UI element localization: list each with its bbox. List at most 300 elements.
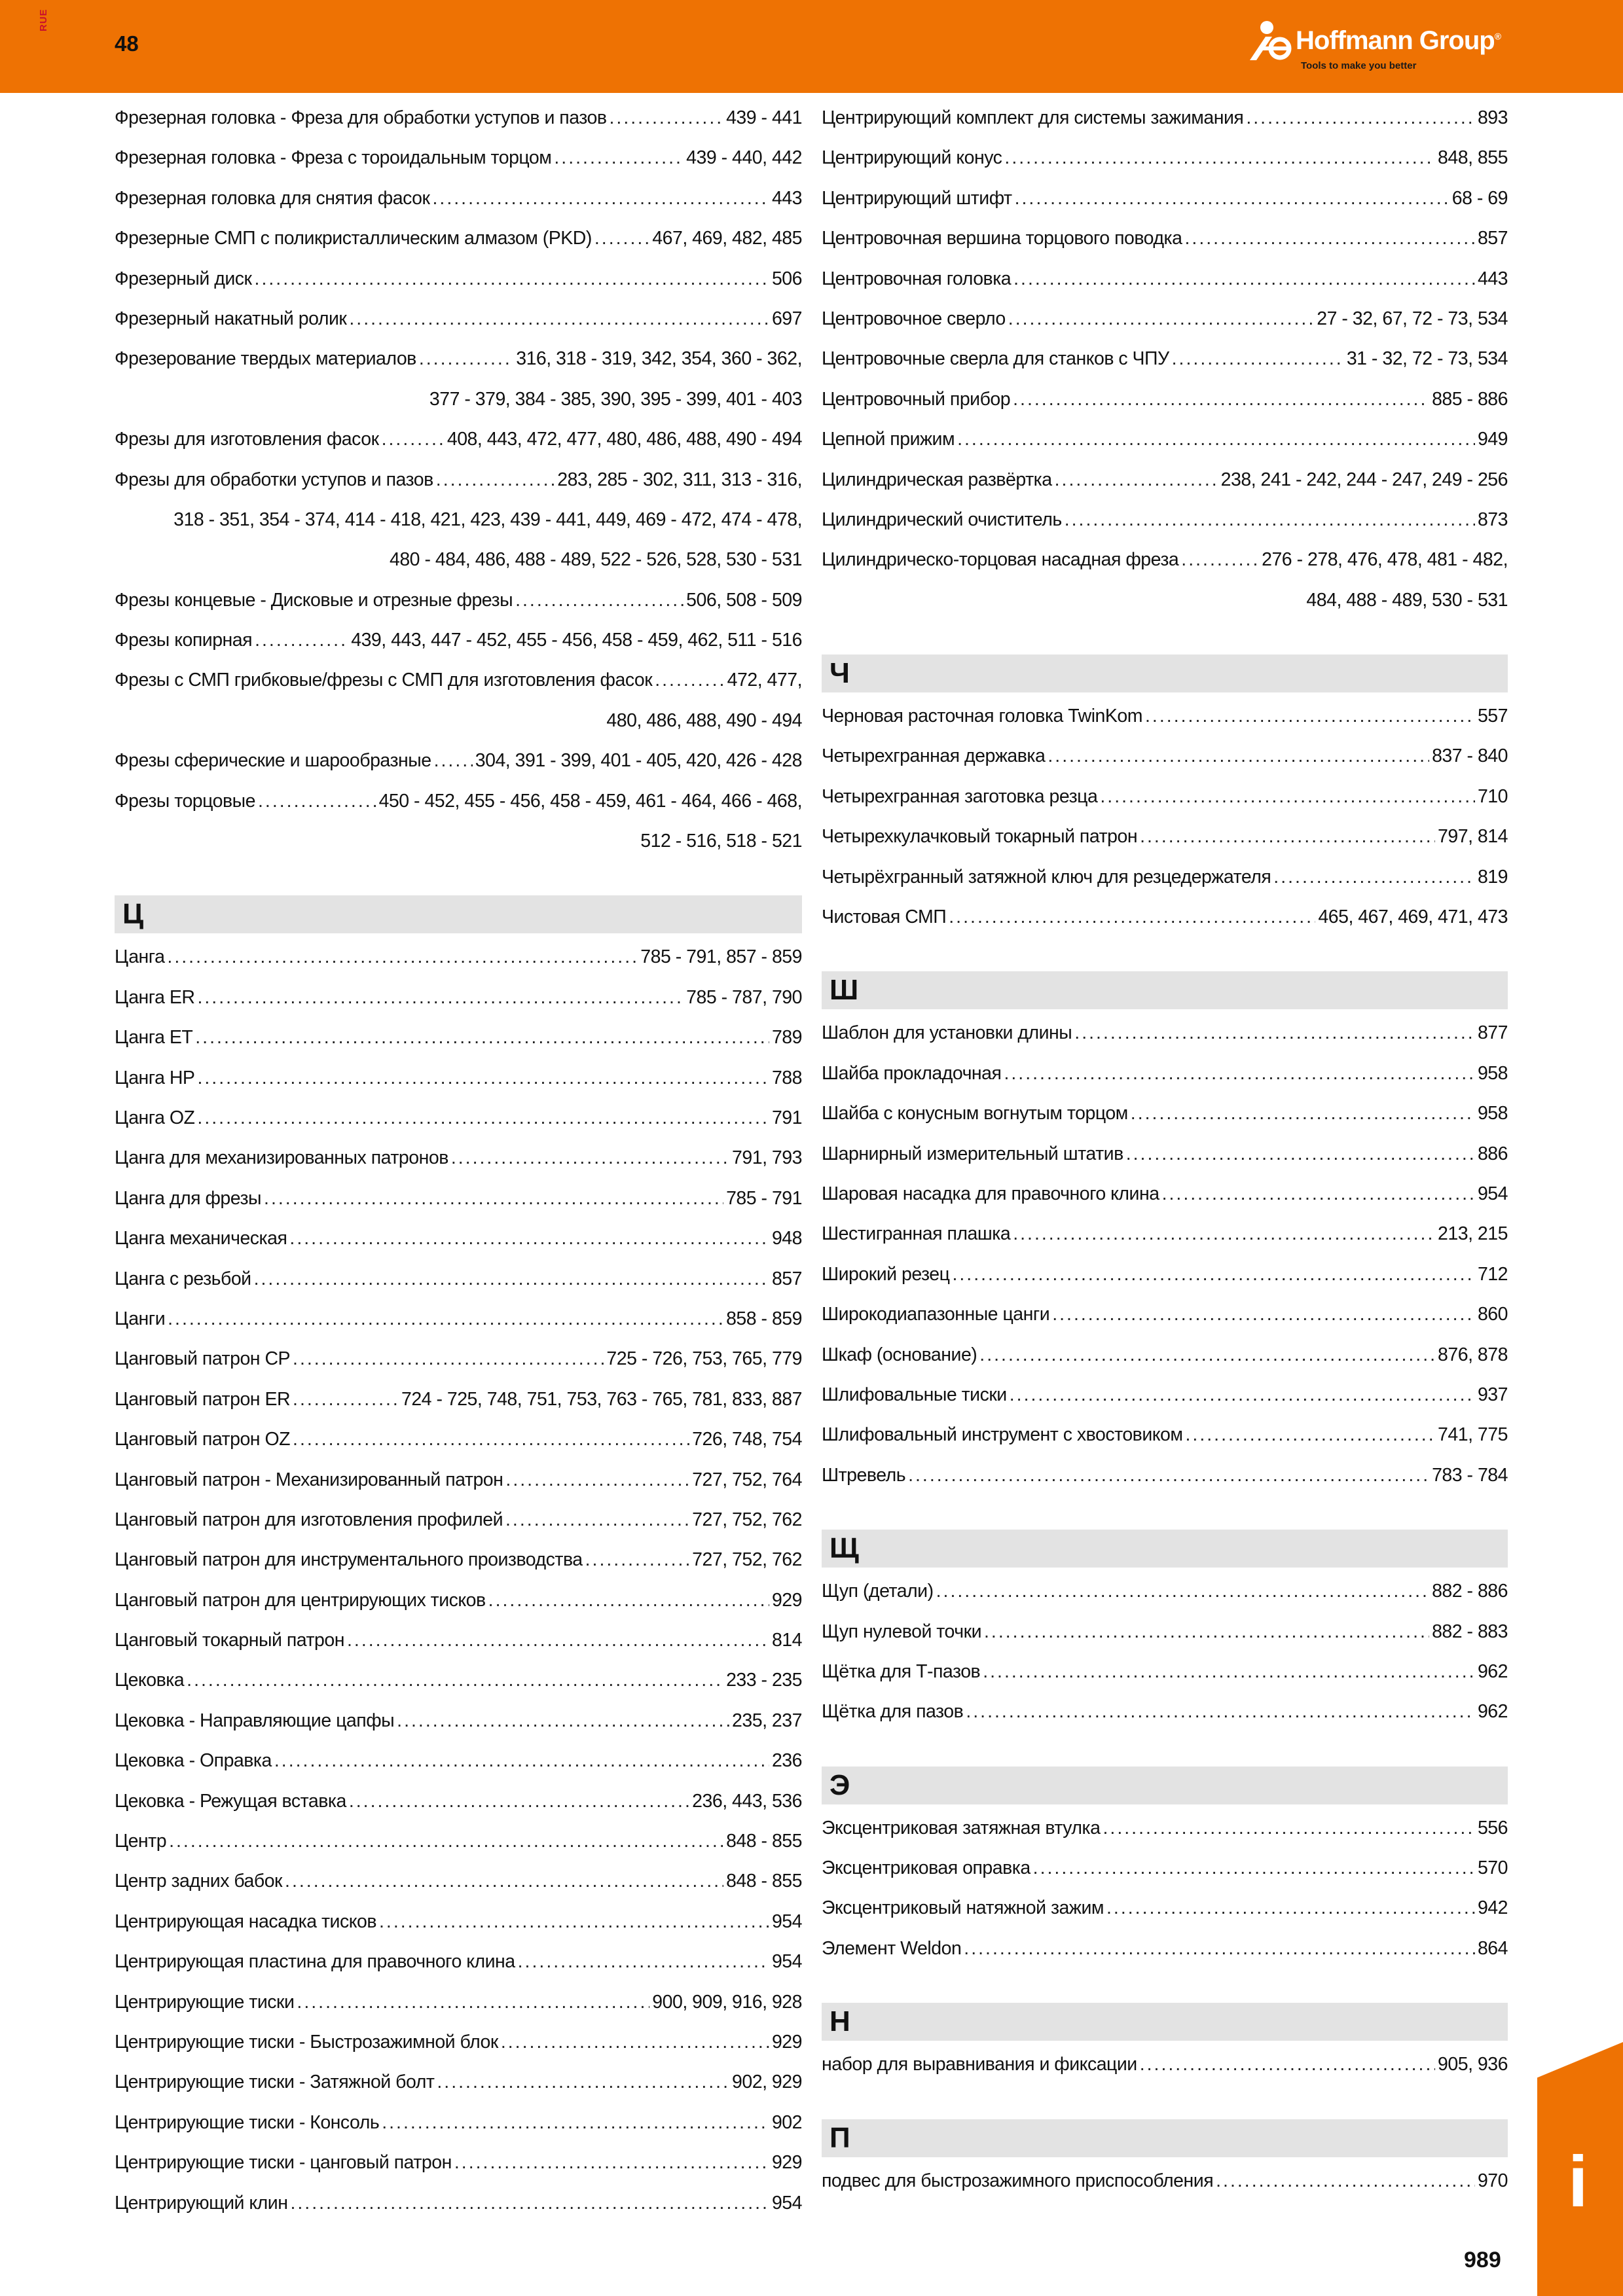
dot-leader xyxy=(1004,147,1435,169)
index-entry-pages: 948 xyxy=(771,1228,802,1249)
index-entry[interactable] xyxy=(115,1951,802,1991)
index-entry[interactable] xyxy=(822,1384,1508,1424)
brand-name: Hoffmann Group® xyxy=(1296,26,1501,55)
index-entry-pages: 788 xyxy=(771,1067,802,1088)
index-entry-pages: 860 xyxy=(1477,1304,1508,1325)
index-entry-pages: 213, 215 xyxy=(1438,1223,1508,1245)
index-entry-title: Фрезерная головка - Фреза для обработки уступов и пазов xyxy=(115,107,607,128)
index-entry-title: Шайба с конусным вогнутым торцом xyxy=(822,1103,1128,1124)
brand-tagline: Tools to make you better xyxy=(1301,60,1417,71)
index-entry[interactable] xyxy=(822,1344,1508,1384)
index-entry-pages: 276 - 278, 476, 478, 481 - 482, xyxy=(1262,549,1508,571)
index-entry[interactable] xyxy=(115,1228,802,1268)
dot-leader xyxy=(957,429,1475,450)
index-entry-title: Цилиндрическо-торцовая насадная фреза xyxy=(822,549,1179,571)
index-entry[interactable] xyxy=(822,1063,1508,1103)
index-entry[interactable] xyxy=(822,1581,1508,1621)
index-entry-title: Шарнирный измерительный штатив xyxy=(822,1143,1123,1164)
index-entry-title: Фрезы копирная xyxy=(115,630,253,651)
index-entry[interactable] xyxy=(822,469,1508,509)
dot-leader xyxy=(984,1621,1429,1643)
index-entry-title: Цанга для фрезы xyxy=(115,1187,262,1209)
index-entry[interactable] xyxy=(822,826,1508,866)
index-entry[interactable] xyxy=(822,1264,1508,1304)
index-entry[interactable] xyxy=(115,1268,802,1308)
index-entry[interactable] xyxy=(822,228,1508,268)
index-entry[interactable] xyxy=(822,509,1508,549)
dot-leader xyxy=(594,228,649,249)
index-entry-title: Центровочная головка xyxy=(822,268,1012,289)
dot-leader xyxy=(1008,308,1315,330)
index-entry[interactable] xyxy=(115,1429,802,1469)
dot-leader xyxy=(1140,826,1435,848)
index-entry-title: Цанговый патрон OZ xyxy=(115,1429,291,1450)
index-entry-title: Фрезы для обработки уступов и пазов xyxy=(115,469,433,490)
dot-leader xyxy=(515,590,684,611)
index-entry[interactable] xyxy=(115,348,802,388)
dot-leader xyxy=(1216,2170,1475,2192)
index-entry[interactable] xyxy=(822,429,1508,469)
index-entry-continuation: 377 - 379, 384 - 385, 390, 395 - 399, 401 - 403 xyxy=(429,388,802,410)
index-entry-pages: 886 xyxy=(1477,1143,1508,1164)
dot-leader xyxy=(1140,2054,1435,2075)
dot-leader xyxy=(1015,188,1450,209)
index-entry[interactable] xyxy=(115,1147,802,1187)
index-entry-pages: 876, 878 xyxy=(1438,1344,1508,1365)
dot-leader xyxy=(585,1549,690,1571)
section-letter-header: Э xyxy=(822,1767,1508,1804)
index-entry-title: Цанга xyxy=(115,946,165,968)
index-entry-title: Фрезерный диск xyxy=(115,268,252,289)
index-entry-pages: 283, 285 - 302, 311, 313 - 316, xyxy=(557,469,802,490)
index-entry-title: Цанга ER xyxy=(115,986,195,1008)
index-entry-title: Фрезы с СМП грибковые/фрезы с СМП для изготовления фасок xyxy=(115,670,653,691)
index-entry-title: подвес для быстрозажимного приспособления xyxy=(822,2170,1214,2191)
index-entry[interactable] xyxy=(822,188,1508,228)
index-entry[interactable] xyxy=(822,2170,1508,2210)
index-entry-pages: 954 xyxy=(771,1910,802,1932)
index-entry-pages: 697 xyxy=(771,308,802,329)
index-entry[interactable] xyxy=(115,107,802,147)
index-entry-pages: 726, 748, 754 xyxy=(692,1429,802,1450)
index-entry-title: Четырехкулачковый токарный патрон xyxy=(822,826,1138,848)
index-entry-pages: 791 xyxy=(771,1107,802,1128)
index-entry-title: Центрирующий штифт xyxy=(822,187,1012,209)
index-entry[interactable] xyxy=(115,1992,802,2032)
index-entry[interactable] xyxy=(115,1791,802,1831)
dot-leader xyxy=(379,1911,769,1933)
index-entry[interactable] xyxy=(115,228,802,268)
index-entry[interactable] xyxy=(115,2152,802,2192)
dot-leader xyxy=(1052,1304,1475,1325)
index-entry-pages: 900, 909, 916, 928 xyxy=(652,1991,802,2013)
index-entry-pages: 962 xyxy=(1477,1660,1508,1682)
dot-leader xyxy=(1185,1424,1435,1446)
index-entry-pages: 443 xyxy=(1477,268,1508,289)
index-entry[interactable] xyxy=(822,786,1508,826)
index-entry[interactable] xyxy=(822,906,1508,946)
index-entry-pages: 873 xyxy=(1477,509,1508,530)
index-entry-title: Центрирующие тиски - Затяжной болт xyxy=(115,2072,435,2093)
dot-leader xyxy=(1013,389,1429,410)
index-entry[interactable] xyxy=(115,1188,802,1228)
dot-leader xyxy=(454,2152,769,2174)
dot-leader xyxy=(255,630,348,651)
index-entry-title: Фрезерный накатный ролик xyxy=(115,308,347,329)
dot-leader xyxy=(289,1228,769,1249)
info-icon[interactable]: i xyxy=(1568,2142,1588,2222)
index-entry-title: Элемент Weldon xyxy=(822,1937,962,1959)
dot-leader xyxy=(197,1107,769,1129)
index-entry-title: Цанговый патрон - Механизированный патрон xyxy=(115,1469,503,1490)
index-entry[interactable] xyxy=(115,2112,802,2152)
dot-leader xyxy=(610,107,724,129)
section-letter-header: Ч xyxy=(822,655,1508,692)
index-entry-title: Четырехгранная державка xyxy=(822,745,1046,767)
index-entry-pages: 954 xyxy=(771,2192,802,2214)
index-entry[interactable] xyxy=(115,1509,802,1549)
index-entry[interactable] xyxy=(822,268,1508,308)
index-entry-pages: 857 xyxy=(1477,228,1508,249)
dot-leader xyxy=(505,1509,689,1531)
index-entry[interactable] xyxy=(115,308,802,348)
dot-leader xyxy=(349,1791,689,1812)
index-entry[interactable] xyxy=(115,188,802,228)
index-entry-pages: 814 xyxy=(771,1630,802,1651)
index-entry[interactable] xyxy=(115,1549,802,1589)
index-entry[interactable] xyxy=(822,2054,1508,2094)
index-entry-pages: 877 xyxy=(1477,1022,1508,1044)
dot-leader xyxy=(1004,1063,1474,1085)
index-entry-title: Цанга механическая xyxy=(115,1228,287,1249)
index-entry-pages: 238, 241 - 242, 244 - 247, 249 - 256 xyxy=(1220,469,1508,490)
index-entry-title: Шлифовальные тиски xyxy=(822,1384,1007,1405)
index-entry-title: Чистовая СМП xyxy=(822,906,947,928)
dot-leader xyxy=(1100,786,1475,808)
index-entry-continuation: 484, 488 - 489, 530 - 531 xyxy=(1306,589,1508,611)
index-entry-pages: 570 xyxy=(1477,1857,1508,1879)
index-entry[interactable] xyxy=(115,630,802,670)
index-entry-pages: 785 - 791, 857 - 859 xyxy=(640,946,802,968)
index-entry[interactable] xyxy=(115,1590,802,1630)
index-entry-title: Цанговый патрон для центрирующих тисков xyxy=(115,1589,486,1611)
index-entry-title: Цековка xyxy=(115,1670,185,1691)
index-entry[interactable] xyxy=(115,2032,802,2072)
index-entry-pages: 710 xyxy=(1477,785,1508,807)
index-entry-title: Четырехгранная заготовка резца xyxy=(822,785,1098,807)
dot-leader xyxy=(983,1661,1475,1683)
index-entry-pages: 848, 855 xyxy=(1438,147,1508,169)
section-letter-header: Н xyxy=(822,2003,1508,2041)
index-entry[interactable] xyxy=(822,1143,1508,1183)
index-entry[interactable] xyxy=(115,429,802,469)
index-entry-pages: 893 xyxy=(1477,107,1508,128)
dot-leader xyxy=(1145,706,1475,727)
index-entry-pages: 439, 443, 447 - 452, 455 - 456, 458 - 459, 462, 511 - 516 xyxy=(351,630,802,651)
index-entry[interactable] xyxy=(115,2072,802,2111)
dot-leader xyxy=(1273,867,1475,888)
index-entry-title: Эксцентриковая затяжная втулка xyxy=(822,1817,1101,1839)
index-entry-title: Шаровая насадка для правочного клина xyxy=(822,1183,1159,1204)
index-entry-title: Штревель xyxy=(822,1464,906,1486)
index-entry-title: Щётка для Т-пазов xyxy=(822,1660,981,1682)
index-entry-pages: 848 - 855 xyxy=(726,1871,802,1892)
index-entry-pages: 727, 752, 762 xyxy=(692,1509,802,1530)
dot-leader xyxy=(1126,1143,1475,1165)
dot-leader xyxy=(908,1465,1429,1486)
index-entry-pages: 236, 443, 536 xyxy=(692,1790,802,1812)
index-entry-pages: 235, 237 xyxy=(732,1710,802,1731)
index-entry-pages: 970 xyxy=(1477,2170,1508,2191)
index-entry[interactable] xyxy=(822,1465,1508,1505)
index-entry-continuation: 318 - 351, 354 - 374, 414 - 418, 421, 423, 439 - 441, 449, 469 - 472, 474 - 478, xyxy=(173,509,802,530)
brand-logo xyxy=(1247,20,1522,79)
index-entry[interactable] xyxy=(822,745,1508,785)
index-entry[interactable] xyxy=(115,268,802,308)
index-entry[interactable] xyxy=(115,1871,802,1910)
dot-leader xyxy=(1131,1103,1475,1124)
dot-leader xyxy=(293,1348,604,1370)
index-entry-pages: 443 xyxy=(771,187,802,209)
index-entry-title: Щуп (детали) xyxy=(822,1581,934,1602)
dot-leader xyxy=(382,2112,769,2134)
index-entry-title: Центрирующие тиски xyxy=(115,1991,295,2013)
index-entry[interactable] xyxy=(115,750,802,790)
dot-leader xyxy=(255,268,769,290)
index-entry-pages: 837 - 840 xyxy=(1432,745,1508,767)
index-entry-title: Центровочные сверла для станков с ЧПУ xyxy=(822,348,1169,370)
dot-leader xyxy=(1172,348,1344,370)
index-entry-title: Цековка - Оправка xyxy=(115,1750,272,1772)
index-entry[interactable] xyxy=(115,1067,802,1107)
index-entry[interactable] xyxy=(822,107,1508,147)
index-entry-title: Шаблон для установки длины xyxy=(822,1022,1072,1044)
dot-leader xyxy=(274,1750,769,1772)
index-entry-title: Цанга OZ xyxy=(115,1107,195,1128)
index-entry-pages: 506, 508 - 509 xyxy=(686,589,802,611)
index-entry[interactable] xyxy=(115,1107,802,1147)
index-entry-pages: 304, 391 - 399, 401 - 405, 420, 426 - 428 xyxy=(475,750,802,772)
index-entry-pages: 789 xyxy=(771,1027,802,1049)
index-entry-pages: 236 xyxy=(771,1750,802,1772)
index-entry-title: Черновая расточная головка TwinKom xyxy=(822,706,1143,727)
dot-leader xyxy=(290,2193,769,2214)
index-column-left xyxy=(115,107,802,2233)
index-entry-pages: 942 xyxy=(1477,1897,1508,1919)
dot-leader xyxy=(436,469,555,491)
index-entry[interactable] xyxy=(822,1818,1508,1857)
index-entry[interactable] xyxy=(822,1857,1508,1897)
index-entry-title: Центрирующие тиски - Быстрозажимной блок xyxy=(115,2031,498,2053)
index-entry[interactable] xyxy=(822,1022,1508,1062)
dot-leader xyxy=(195,1027,769,1049)
language-code: RUE xyxy=(38,9,49,31)
index-entry-pages: 727, 752, 762 xyxy=(692,1549,802,1571)
index-entry-title: Фрезы торцовые xyxy=(115,790,255,812)
index-entry-title: Цанга для механизированных патронов xyxy=(115,1147,448,1169)
index-entry-title: Центровочный прибор xyxy=(822,388,1011,410)
index-entry[interactable] xyxy=(115,147,802,187)
section-letter-header: П xyxy=(822,2119,1508,2157)
index-entry-pages: 506 xyxy=(771,268,802,289)
dot-leader xyxy=(168,1308,723,1330)
section-letter-header: Ц xyxy=(115,895,802,933)
index-entry[interactable] xyxy=(115,1027,802,1067)
dot-leader xyxy=(1184,228,1474,249)
index-entry-pages: 882 - 883 xyxy=(1432,1621,1508,1642)
index-entry[interactable] xyxy=(115,1630,802,1670)
index-entry[interactable] xyxy=(115,670,802,709)
index-entry-title: Фрезерная головка для снятия фасок xyxy=(115,187,430,209)
index-entry-pages: 725 - 726, 753, 765, 779 xyxy=(606,1348,802,1370)
index-entry[interactable] xyxy=(822,549,1508,589)
index-entry-title: Центрирующая насадка тисков xyxy=(115,1910,376,1932)
index-entry[interactable] xyxy=(115,2193,802,2233)
index-entry-pages: 785 - 791 xyxy=(726,1187,802,1209)
index-entry-title: Центровочное сверло xyxy=(822,308,1006,329)
index-entry[interactable] xyxy=(115,1308,802,1348)
index-entry[interactable] xyxy=(822,1183,1508,1223)
dot-leader xyxy=(1048,745,1429,767)
dot-leader xyxy=(197,987,684,1009)
index-entry[interactable] xyxy=(115,1710,802,1750)
index-entry-title: Цанговый патрон для инструментального производства xyxy=(115,1549,583,1571)
index-column-right xyxy=(822,107,1508,2210)
index-entry[interactable] xyxy=(115,1348,802,1388)
dot-leader xyxy=(187,1670,723,1691)
index-entry-title: Эксцентриковый натяжной зажим xyxy=(822,1897,1104,1919)
dot-leader xyxy=(1181,549,1259,571)
dot-leader xyxy=(167,946,638,968)
dot-leader xyxy=(1246,107,1475,129)
index-entry-pages: 791, 793 xyxy=(732,1147,802,1169)
index-entry[interactable] xyxy=(822,348,1508,388)
index-entry-pages: 848 - 855 xyxy=(726,1831,802,1852)
index-entry-title: Шайба прокладочная xyxy=(822,1062,1002,1084)
index-entry-title: Цанга с резьбой xyxy=(115,1268,251,1289)
index-entry-pages: 450 - 452, 455 - 456, 458 - 459, 461 - 464, 466 - 468, xyxy=(378,790,802,812)
index-entry-pages: 557 xyxy=(1477,706,1508,727)
index-entry[interactable] xyxy=(822,1424,1508,1464)
index-entry-pages: 905, 936 xyxy=(1438,2054,1508,2075)
index-entry-pages: 958 xyxy=(1477,1062,1508,1084)
dot-leader xyxy=(432,188,769,209)
dot-leader xyxy=(505,1469,689,1491)
index-entry-title: Щуп нулевой точки xyxy=(822,1621,981,1642)
index-entry-title: Центр xyxy=(115,1831,167,1852)
index-entry-pages: 882 - 886 xyxy=(1432,1581,1508,1602)
index-entry-title: Фрезы сферические и шарообразные xyxy=(115,750,431,772)
index-entry-title: Цанги xyxy=(115,1308,166,1329)
index-entry[interactable] xyxy=(822,308,1508,348)
index-entry[interactable] xyxy=(822,1938,1508,1978)
index-entry-title: Фрезерная головка - Фреза с тороидальным торцом xyxy=(115,147,552,169)
index-entry[interactable] xyxy=(115,946,802,986)
index-entry[interactable] xyxy=(115,987,802,1027)
index-entry[interactable] xyxy=(115,1389,802,1429)
index-entry[interactable] xyxy=(822,147,1508,187)
dot-leader xyxy=(297,1992,649,2013)
index-entry-pages: 864 xyxy=(1477,1937,1508,1959)
index-entry[interactable] xyxy=(822,1621,1508,1661)
index-entry-title: Цанга HP xyxy=(115,1067,195,1088)
index-entry-continuation: 480 - 484, 486, 488 - 489, 522 - 526, 528, 530 - 531 xyxy=(389,549,802,571)
index-entry-pages: 68 - 69 xyxy=(1451,187,1508,209)
index-entry-pages: 929 xyxy=(771,1589,802,1611)
index-entry[interactable] xyxy=(115,1750,802,1790)
dot-leader xyxy=(1074,1022,1475,1044)
index-entry-title: Цилиндрический очиститель xyxy=(822,509,1062,530)
index-entry[interactable] xyxy=(822,389,1508,429)
index-entry-pages: 885 - 886 xyxy=(1432,388,1508,410)
index-entry-pages: 929 xyxy=(771,2031,802,2053)
dot-leader xyxy=(258,791,376,812)
index-entry[interactable] xyxy=(115,590,802,630)
index-entry-title: Фрезы концевые - Дисковые и отрезные фрезы xyxy=(115,589,513,611)
index-entry[interactable] xyxy=(822,1701,1508,1741)
dot-leader xyxy=(1013,268,1475,290)
dot-leader xyxy=(382,429,445,450)
index-entry-title: Цепной прижим xyxy=(822,429,955,450)
dot-leader xyxy=(419,348,513,370)
index-entry-pages: 27 - 32, 67, 72 - 73, 534 xyxy=(1317,308,1508,329)
index-entry[interactable] xyxy=(822,1223,1508,1263)
index-entry-pages: 741, 775 xyxy=(1438,1424,1508,1446)
page-number: 989 xyxy=(1464,2248,1501,2272)
dot-leader xyxy=(264,1188,723,1210)
index-entry-title: Центр задних бабок xyxy=(115,1871,283,1892)
index-entry[interactable] xyxy=(822,706,1508,745)
dot-leader xyxy=(979,1344,1435,1366)
index-entry[interactable] xyxy=(822,1897,1508,1937)
index-entry-pages: 712 xyxy=(1477,1263,1508,1285)
index-entry[interactable] xyxy=(115,791,802,831)
dot-leader xyxy=(285,1871,723,1892)
index-entry-title: Фрезерные СМП с поликристаллическим алмазом (PKD) xyxy=(115,228,592,249)
index-entry-title: Четырёхгранный затяжной ключ для резцедержателя xyxy=(822,866,1271,888)
dot-leader xyxy=(293,1389,399,1410)
dot-leader xyxy=(949,906,1315,928)
index-entry-title: Цанговый токарный патрон xyxy=(115,1630,344,1651)
index-entry[interactable] xyxy=(115,1670,802,1710)
dot-leader xyxy=(349,308,769,330)
index-entry[interactable] xyxy=(115,469,802,509)
index-entry[interactable] xyxy=(822,1304,1508,1344)
index-entry[interactable] xyxy=(822,1103,1508,1143)
index-entry-pages: 797, 814 xyxy=(1438,826,1508,848)
index-entry[interactable] xyxy=(115,1911,802,1951)
index-entry-pages: 408, 443, 472, 477, 480, 486, 488, 490 - 494 xyxy=(447,429,802,450)
index-entry-title: Широкий резец xyxy=(822,1263,950,1285)
section-page-number: 48 xyxy=(115,31,139,56)
index-entry-title: Шлифовальный инструмент с хвостовиком xyxy=(822,1424,1183,1446)
index-entry[interactable] xyxy=(115,1469,802,1509)
index-entry-pages: 937 xyxy=(1477,1384,1508,1405)
index-entry[interactable] xyxy=(115,1831,802,1871)
index-entry-title: Шестигранная плашка xyxy=(822,1223,1011,1245)
dot-leader xyxy=(169,1831,723,1852)
index-entry-pages: 439 - 441 xyxy=(726,107,802,128)
index-entry[interactable] xyxy=(822,1661,1508,1701)
index-entry-pages: 819 xyxy=(1477,866,1508,888)
index-entry[interactable] xyxy=(822,867,1508,906)
index-entry-title: Цековка - Режущая вставка xyxy=(115,1790,346,1812)
index-entry-title: Цанговый патрон CP xyxy=(115,1348,291,1370)
dot-leader xyxy=(1055,469,1218,491)
dot-leader xyxy=(451,1147,729,1169)
index-entry-title: Центровочная вершина торцового поводка xyxy=(822,228,1182,249)
hoffmann-logo-icon xyxy=(1247,20,1294,63)
